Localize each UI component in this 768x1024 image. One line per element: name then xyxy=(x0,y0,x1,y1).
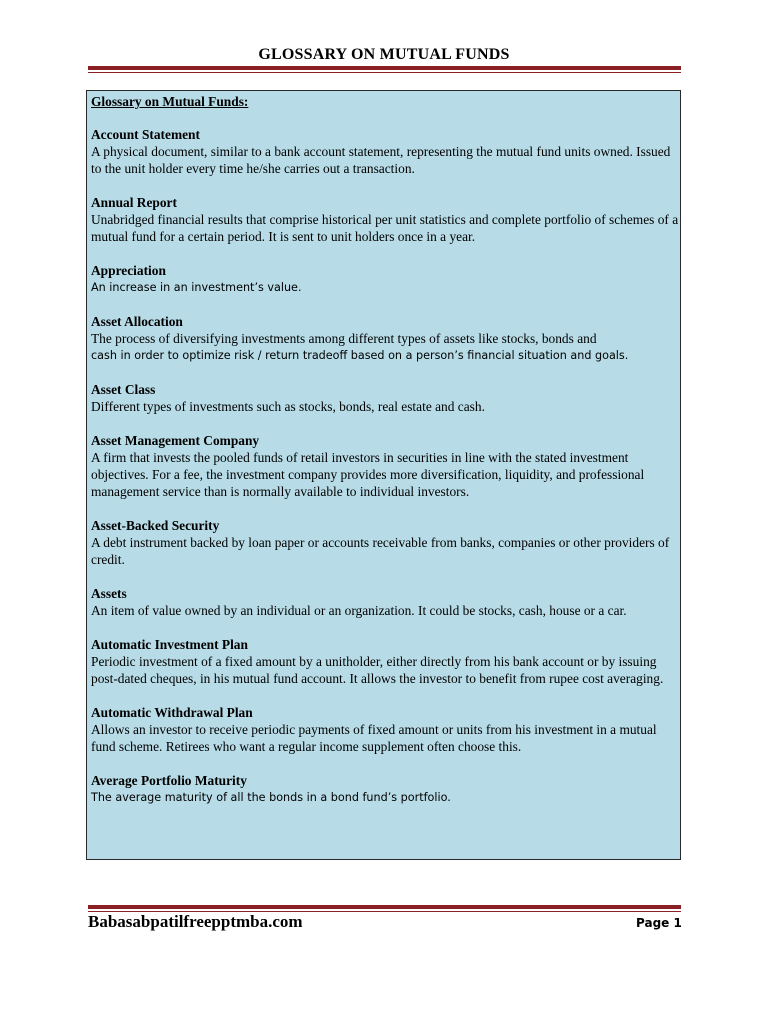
entry-term: Automatic Withdrawal Plan xyxy=(91,705,253,720)
entry-term: Appreciation xyxy=(91,263,166,278)
glossary-entry xyxy=(91,517,680,568)
glossary-entry xyxy=(91,772,680,806)
glossary-box xyxy=(86,90,681,860)
entry-term: Assets xyxy=(91,586,127,601)
page-title: GLOSSARY ON MUTUAL FUNDS xyxy=(258,46,510,63)
footer-site-name: Babasabpatilfreepptmba.com xyxy=(88,912,303,931)
entry-definition: The process of diversifying investments among different types of assets like stocks, bonds and xyxy=(91,331,597,346)
glossary-heading: Glossary on Mutual Funds: xyxy=(91,94,249,109)
entry-definition: An increase in an investment’s value. xyxy=(91,281,302,294)
page-number: Page 1 xyxy=(636,916,682,930)
entry-definition: Periodic investment of a fixed amount by a unitholder, either directly from his bank account or by issuing post-dated cheques, in his mutual fund account. It allows the investor to benefit from rupee cost averaging. xyxy=(91,654,664,686)
glossary-entry xyxy=(91,381,680,415)
entry-term: Asset Allocation xyxy=(91,314,183,329)
entry-definition-continued: cash in order to optimize risk / return tradeoff based on a person’s financial situation and goals. xyxy=(91,349,629,362)
entry-term: Annual Report xyxy=(91,195,177,210)
glossary-entry xyxy=(91,585,680,619)
entry-definition: A debt instrument backed by loan paper or accounts receivable from banks, companies or other providers of credit. xyxy=(91,535,670,567)
entry-term: Asset Class xyxy=(91,382,156,397)
footer-rule xyxy=(88,905,681,912)
glossary-entry xyxy=(91,704,680,755)
entry-definition: Different types of investments such as stocks, bonds, real estate and cash. xyxy=(91,399,485,414)
glossary-entry xyxy=(91,432,680,500)
glossary-entry xyxy=(91,313,680,364)
glossary-entry xyxy=(91,126,680,177)
entry-term: Average Portfolio Maturity xyxy=(91,773,247,788)
glossary-entry xyxy=(91,194,680,245)
entry-term: Automatic Investment Plan xyxy=(91,637,248,652)
entry-term: Asset-Backed Security xyxy=(91,518,220,533)
entry-definition: An item of value owned by an individual or an organization. It could be stocks, cash, house or a car. xyxy=(91,603,627,618)
entry-definition: Allows an investor to receive periodic payments of fixed amount or units from his investment in a mutual fund scheme. Retirees who want a regular income supplement often choose this. xyxy=(91,722,657,754)
glossary-entry xyxy=(91,636,680,687)
entry-definition: A physical document, similar to a bank account statement, representing the mutual fund units owned. Issued to the unit holder every time he/she carries out a transaction. xyxy=(91,144,671,176)
entry-definition: A firm that invests the pooled funds of retail investors in securities in line with the stated investment objectives. For a fee, the investment company provides more diversification, liquidity, and professional management service than is normally available to individual investors. xyxy=(91,450,645,499)
entry-term: Account Statement xyxy=(91,127,200,142)
glossary-entry xyxy=(91,262,680,296)
header-rule xyxy=(88,66,681,73)
entry-definition: Unabridged financial results that comprise historical per unit statistics and complete portfolio of schemes of a mutual fund for a certain period. It is sent to unit holders once in a year. xyxy=(91,212,679,244)
entry-definition: The average maturity of all the bonds in a bond fund’s portfolio. xyxy=(91,791,451,804)
entry-term: Asset Management Company xyxy=(91,433,260,448)
